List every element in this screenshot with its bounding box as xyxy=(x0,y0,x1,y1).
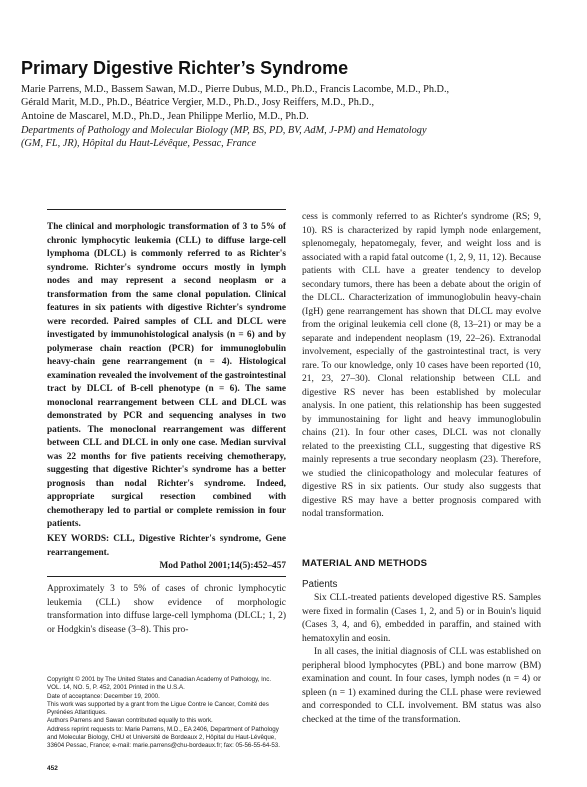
affiliation xyxy=(21,124,561,151)
abstract xyxy=(47,221,286,532)
footnote-grant: This work was supported by a grant from the Ligue Contre le Cancer, Comité des Pyrénées Atlantiques. xyxy=(47,700,269,717)
footnote-copyright: Copyright © 2001 by The United States and Canadian Academy of Pathology, Inc. xyxy=(47,676,272,683)
methods-paragraph: In all cases, the initial diagnosis of CLL was established on peripheral blood lymphocytes (PBL) and bone marrow (BM) examination and count. In four cases, lymph nodes (n = 4) or spleen (n = 1) examined during the CLL phase were reviewed and corresponded to CLL involvement. BM status was also checked at the time of the transformation. xyxy=(302,647,541,725)
footnote-contribution: Authors Parrens and Sawan contributed equally to this work. xyxy=(47,717,213,725)
footnote-address: Address reprint requests to: Marie Parrens, M.D., EA 2406, Department of Pathology and Molecular Biology, CHU et Université de Bordeaux 2, Hôpital du Haut-Lévêque, 33604 Pessac, France; e-mail: marie.parrens@chu-bordeaux.fr; fax: 05-56-55-64-53. xyxy=(47,725,280,750)
abstract-bottom-rule xyxy=(47,576,286,577)
abstract-top-rule xyxy=(47,209,286,210)
author-list xyxy=(21,83,561,123)
subsection-heading: Patients xyxy=(302,579,338,590)
affiliation-line: Departments of Pathology and Molecular Biology (MP, BS, PD, BV, AdM, J-PM) and Hematology xyxy=(21,125,427,136)
article-title: Primary Digestive Richter’s Syndrome xyxy=(21,58,349,78)
page-number: 452 xyxy=(47,765,58,772)
affiliation-line: (GM, FL, JR), Hôpital du Haut-Lévêque, Pessac, France xyxy=(21,138,257,150)
intro-continuation-text: cess is commonly referred to as Richter's syndrome (RS; 9, 10). RS is characterized by rapid lymph node enlargement, splenomegaly, hepatomegaly, fever, and weight loss and is associated with a rapid fatal outcome (1, 2, 9, 11, 12). Because patients with CLL have a greater tendency to develop secondary tumors, there has been a debate about the origin of the DLCL. Characterization of immunoglobulin heavy-chain (IgH) gene rearrangement has shown that DLCL may evolve from the original leukemia cell clone (8, 13–21) or may be a separate and independent neoplasm (19, 22–26). Extranodal involvement, especially of the gastrointestinal tract, is very rare. To our knowledge, only 10 cases have been reported (10, 21, 23, 27–30). Clonal relationship between CLL and digestive RS never has been established by molecular analysis. In one patient, this relationship has been suggested by immunostaining for light and heavy immunoglobulin chains (21). In four other cases, DLCL was not clonally related to the preexisting CLL, suggesting that digestive RS mainly represents a true secondary neoplasm (23). Therefore, we studied the clinicopathology and molecular features of digestive RS in six patients. Our study also suggests that digestive RS may have a better prognosis compared with nodal transformation. xyxy=(302,212,541,519)
author-line: Antoine de Mascarel, M.D., Ph.D., Jean Philippe Merlio, M.D., Ph.D. xyxy=(21,110,309,122)
author-line: Gérald Marit, M.D., Ph.D., Béatrice Vergier, M.D., Ph.D., Josy Reiffers, M.D., Ph.D., xyxy=(21,97,375,109)
author-line: Marie Parrens, M.D., Bassem Sawan, M.D., Pierre Dubus, M.D., Ph.D., Francis Lacombe, M.D., Ph.D., xyxy=(21,84,450,95)
intro-text: Approximately 3 to 5% of cases of chronic lymphocytic leukemia (CLL) show evidence of morphologic transformation into diffuse large-cell lymphoma (DLCL; 1, 2) or Hodgkin's disease (3–8). This pro- xyxy=(47,584,286,635)
intro-continuation xyxy=(302,211,541,522)
journal-citation: Mod Pathol 2001;14(5):452–457 xyxy=(159,561,286,571)
footnotes xyxy=(47,676,286,751)
abstract-text: The clinical and morphologic transformation of 3 to 5% of chronic lymphocytic leukemia (CLL) to diffuse large-cell lymphoma (DLCL) is commonly referred to as Richter's syndrome. Richter's syndrome occurs mostly in lymph nodes and may represent a second neoplasm or a transformation from the same clonal population. Clinical features in six patients with digestive Richter's syndrome were recorded. Paired samples of CLL and DLCL were investigated by immunohistological analysis (n = 6) and by polymerase chain reaction (PCR) for immunoglobulin heavy-chain gene rearrangement (n = 4). Histological examination revealed the involvement of the gastrointestinal tract by DLCL of B-cell phenotype (n = 6). The same monoclonal rearrangement between CLL and DLCL was demonstrated by PCR and sequencing analyses in two patients. The monoclonal rearrangement was different between CLL and DLCL in only one case. Median survival was 22 months for five patients receiving chemotherapy, suggesting that digestive Richter's syndrome has a better prognosis than nodal Richter's syndrome. Indeed, appropriate surgical resection combined with chemotherapy led to partial or complete remission in four patients. xyxy=(47,222,286,529)
keywords-block xyxy=(47,533,286,574)
footnote-volume: VOL. 14, NO. 5, P. 452, 2001 Printed in the U.S.A. xyxy=(47,684,185,692)
intro-paragraph xyxy=(47,583,286,637)
methods-body xyxy=(302,592,541,727)
section-heading: MATERIAL AND METHODS xyxy=(302,558,428,569)
keywords-text: KEY WORDS: CLL, Digestive Richter's syndrome, Gene rearrangement. xyxy=(47,534,286,558)
methods-paragraph: Six CLL-treated patients developed digestive RS. Samples were fixed in formalin (Cases 1, 2, and 5) or in Bouin's liquid (Cases 3, 4, and 6), embedded in paraffin, and stained with hematoxylin and eosin. xyxy=(302,593,541,644)
footnote-acceptance: Date of acceptance: December 19, 2000. xyxy=(47,692,160,700)
